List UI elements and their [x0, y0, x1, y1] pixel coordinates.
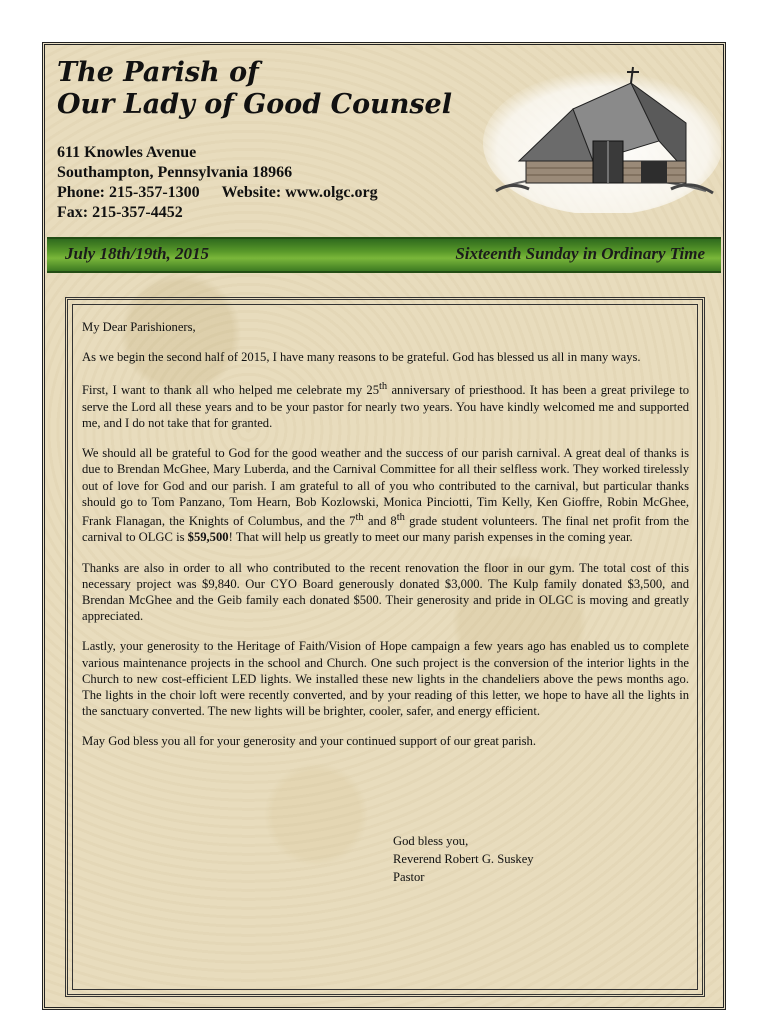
letter-paragraph-6: May God bless you all for your generosity and your continued support of our great parish.: [82, 734, 536, 749]
letter-paragraph-5: Lastly, your generosity to the Heritage of Faith/Vision of Hope campaign a few years ago has enabled us to complete various maintenance projects in the school and Church. One such project is the conversion of the interior lights in the Church to new cost-efficient LED lights. We installed these new lights in the chandeliers above the pews months ago. The lights in the choir loft were recently converted, and by your reading of this letter, we hope to have all the lights in the sanctuary converted. The new lights will be brighter, cooler, safer, and energy efficient.: [82, 639, 689, 719]
bulletin-page: [42, 42, 726, 1010]
letter-paragraph-2: First, I want to thank all who helped me celebrate my 25th anniversary of priesthood. It has been a great privilege to serve the Lord all these years and to be your pastor for nearly two years. You have kindly welcomed me and supported me, and I do not take that for granted.: [82, 381, 689, 430]
street-address: 611 Knowles Avenue: [57, 144, 197, 161]
carnival-profit: $59,500: [187, 530, 229, 545]
contact-block: [57, 143, 378, 223]
signature-block: [393, 832, 534, 886]
title-line-1: The Parish of: [57, 57, 259, 88]
pastor-letter-frame: [65, 297, 705, 997]
closing-line: God bless you,: [393, 834, 469, 848]
date-banner: [47, 237, 721, 273]
title-line-2: Our Lady of Good Counsel: [57, 89, 452, 120]
signer-title: Pastor: [393, 870, 425, 884]
church-illustration: [481, 63, 721, 213]
city-state-zip: Southampton, Pennsylvania 18966: [57, 164, 293, 181]
bulletin-date: July 18th/19th, 2015: [65, 244, 210, 263]
phone-number: Phone: 215-357-1300: [57, 184, 200, 201]
pastor-letter: [72, 304, 698, 990]
letter-paragraph-3: We should all be grateful to God for the good weather and the success of our parish carnival. A great deal of thanks is due to Brendan McGhee, Mary Luberda, and the Carnival Committee for all their selfless work. They worked tirelessly out of love for God and our parish. I am grateful to all of you who contributed to the carnival, but particular thanks should go to Tom Panzano, Tom Hearn, Bob Kozlowski, Monica Pinciotti, Tim Kelly, Ken Gioffre, Robin McGhee, Frank Flanagan, the Knights of Columbus, and the 7th and 8th grade student volunteers. The final net profit from the carnival to OLGC is $59,500! That will help us greatly to meet our many parish expenses in the coming year.: [82, 446, 689, 545]
liturgical-occasion: Sixteenth Sunday in Ordinary Time: [455, 244, 705, 263]
signer-name: Reverend Robert G. Suskey: [393, 852, 534, 866]
letter-greeting: My Dear Parishioners,: [82, 320, 196, 334]
website-link[interactable]: Website: www.olgc.org: [221, 184, 378, 201]
fax-number: Fax: 215-357-4452: [57, 204, 183, 221]
phone-website-line: [57, 183, 378, 203]
letter-paragraph-1: As we begin the second half of 2015, I have many reasons to be grateful. God has blessed us all in many ways.: [82, 350, 641, 365]
letter-paragraph-4: Thanks are also in order to all who contributed to the recent renovation the floor in our gym. The total cost of this necessary project was $9,840. Our CYO Board generously donated $3,000. The Kulp family donated $3,500, and Brendan McGhee and the Geib family each donated $500. Their generosity and pride in OLGC is moving and greatly appreciated.: [82, 560, 689, 624]
parish-title: [57, 57, 452, 121]
